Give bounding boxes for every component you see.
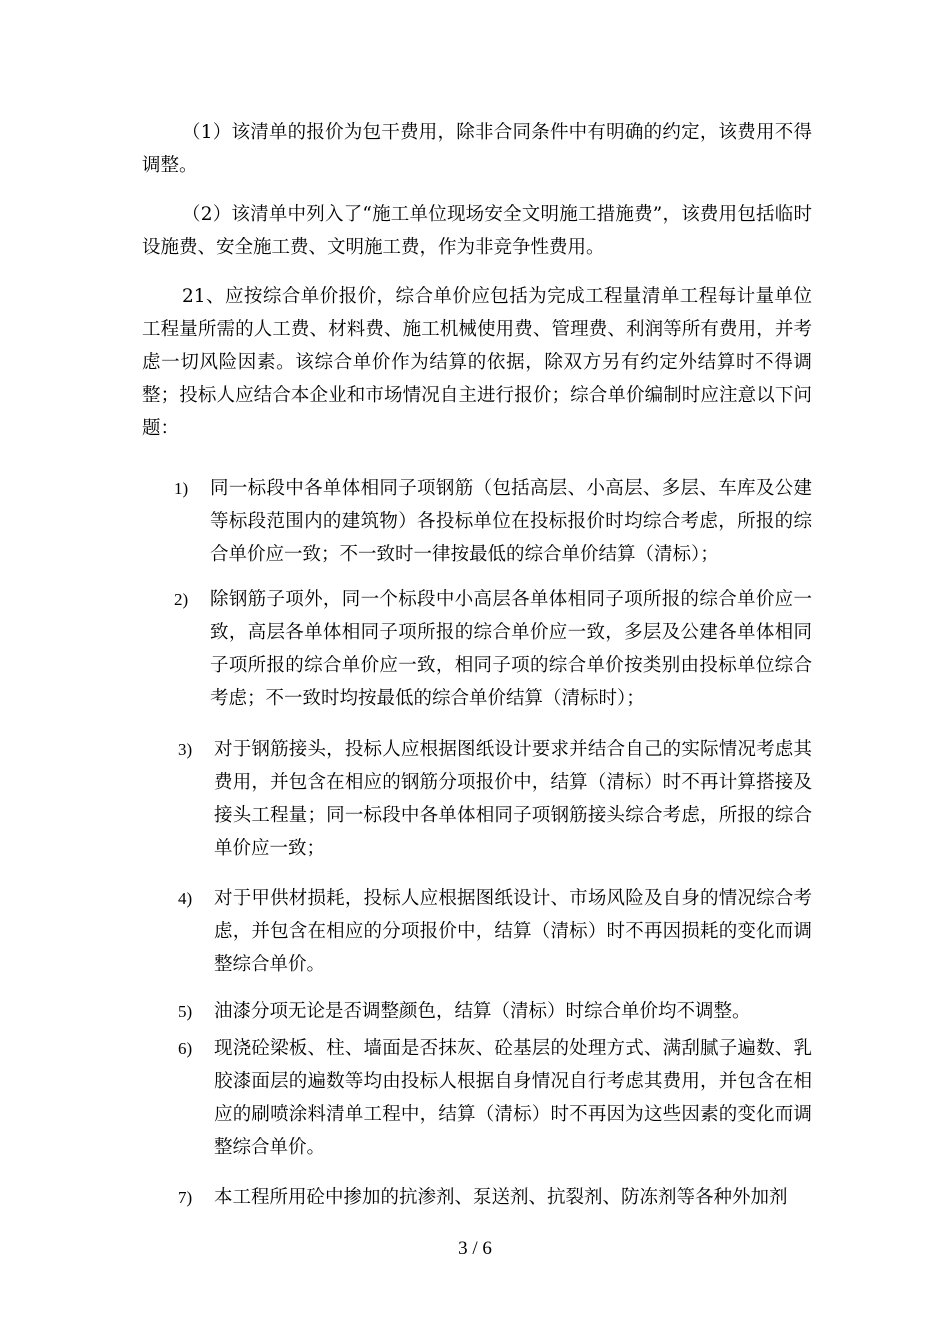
list-item-number: 2) [174, 590, 189, 609]
list-item-number: 3) [178, 740, 193, 759]
list-item-text: 本工程所用砼中掺加的抗渗剂、泵送剂、抗裂剂、防冻剂等各种外加剂 [214, 1187, 788, 1208]
list-item-number: 4) [178, 889, 193, 908]
paragraph-21: 21、应按综合单价报价，综合单价应包括为完成工程量清单工程每计量单位工程量所需的人工费、材料费、施工机械使用费、管理费、利润等所有费用，并考虑一切风险因素。该综合单价作为结算的依据，除双方另有约定外结算时不得调整；投标人应结合本企业和市场情况自主进行报价；综合单价编制时应注意以下问题： [142, 286, 812, 439]
list-item-number: 7) [178, 1188, 193, 1207]
list-item-text: 油漆分项无论是否调整颜色，结算（清标）时综合单价均不调整。 [214, 1001, 751, 1022]
page-number: 3 / 6 [458, 1238, 492, 1259]
list-item-text: 除钢筋子项外，同一个标段中小高层各单体相同子项所报的综合单价应一致，高层各单体相同子项所报的综合单价应一致，多层及公建各单体相同子项所报的综合单价应一致，相同子项的综合单价按类别由投标单位综合考虑；不一致时均按最低的综合单价结算（清标时）； [210, 589, 812, 709]
list-item-number: 1) [174, 479, 189, 498]
list-item-number: 6) [178, 1039, 193, 1058]
list-item-number: 5) [178, 1002, 193, 1021]
list-item-text: 同一标段中各单体相同子项钢筋（包括高层、小高层、多层、车库及公建等标段范围内的建筑物）各投标单位在投标报价时均综合考虑，所报的综合单价应一致；不一致时一律按最低的综合单价结算（清标）； [210, 478, 812, 565]
list-item-text: 现浇砼梁板、柱、墙面是否抹灰、砼基层的处理方式、满刮腻子遍数、乳胶漆面层的遍数等均由投标人根据自身情况自行考虑其费用，并包含在相应的刷喷涂料清单工程中，结算（清标）时不再因为这些因素的变化而调整综合单价。 [214, 1038, 812, 1158]
list-item-text: 对于钢筋接头，投标人应根据图纸设计要求并结合自己的实际情况考虑其费用，并包含在相应的钢筋分项报价中，结算（清标）时不再计算搭接及接头工程量；同一标段中各单体相同子项钢筋接头综合考虑，所报的综合单价应一致； [214, 739, 812, 859]
paragraph-2: （2）该清单中列入了“施工单位现场安全文明施工措施费”，该费用包括临时设施费、安全施工费、文明施工费，作为非竞争性费用。 [142, 204, 812, 258]
list-item-text: 对于甲供材损耗，投标人应根据图纸设计、市场风险及自身的情况综合考虑，并包含在相应的分项报价中，结算（清标）时不再因损耗的变化而调整综合单价。 [214, 888, 812, 975]
paragraph-1: （1）该清单的报价为包干费用，除非合同条件中有明确的约定，该费用不得调整。 [142, 122, 812, 176]
